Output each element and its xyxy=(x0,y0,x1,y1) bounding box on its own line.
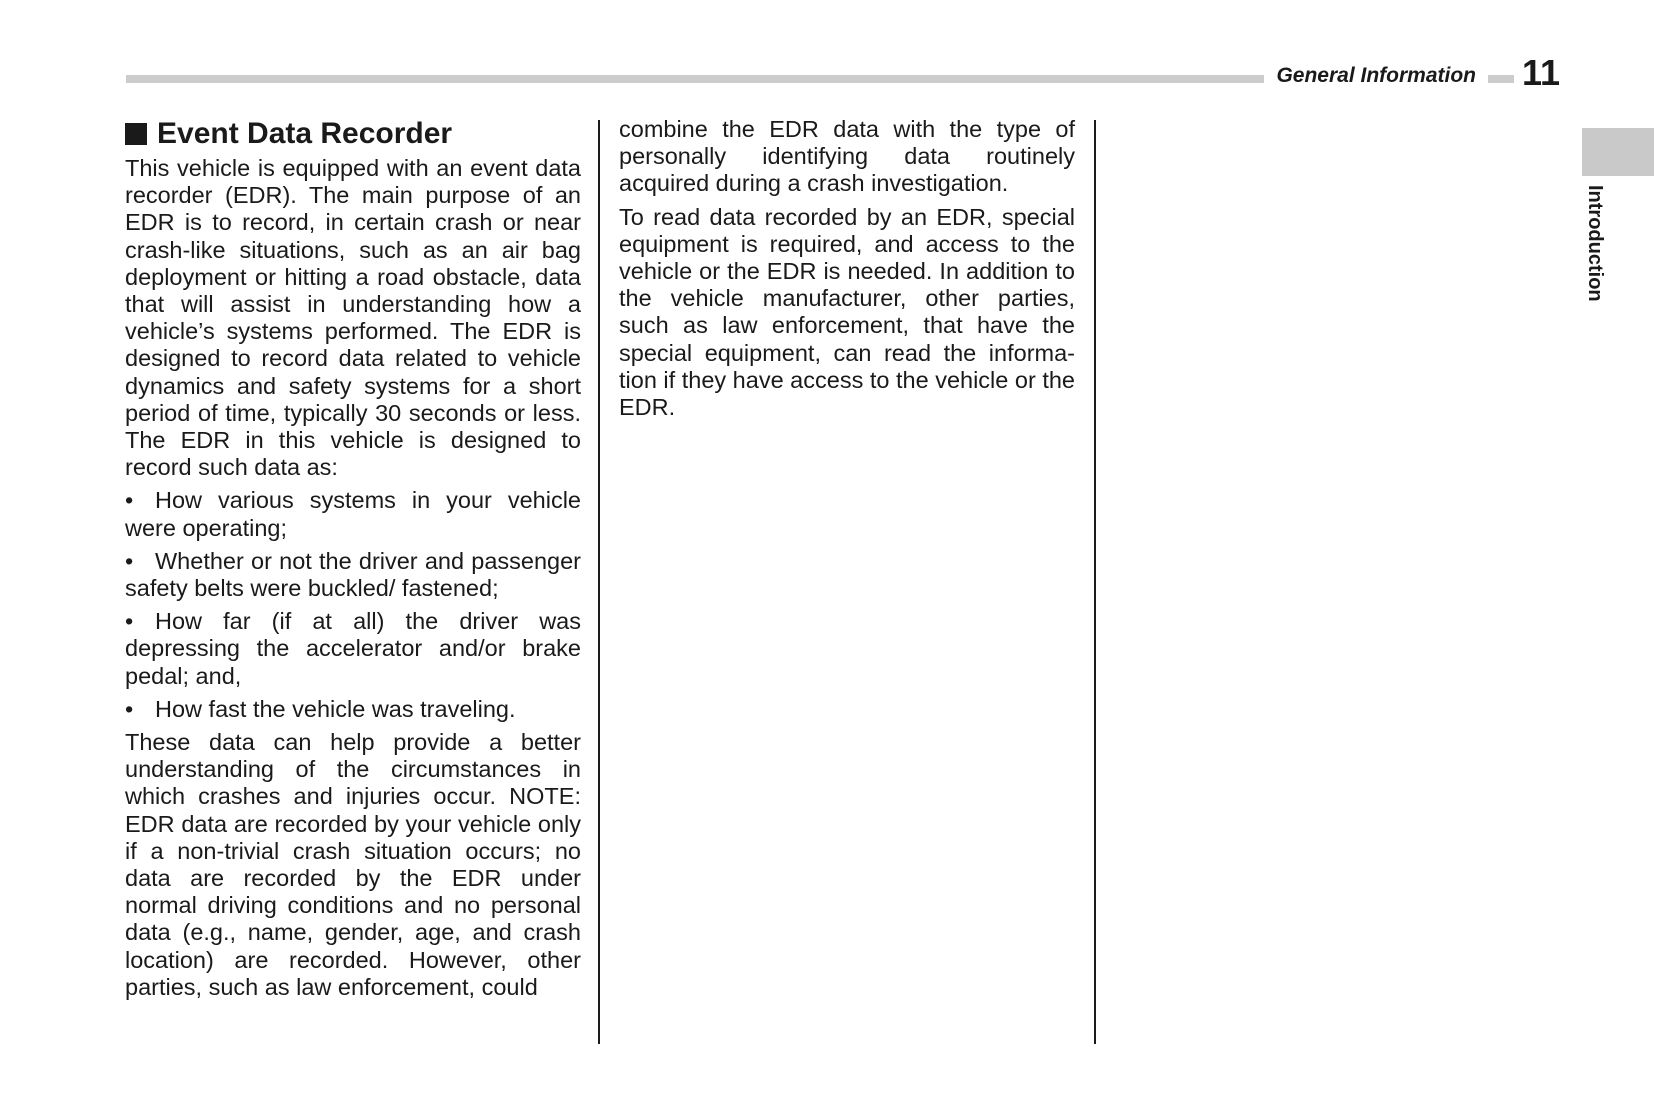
section-heading-text: Event Data Recorder xyxy=(157,117,453,150)
bullet-icon: • xyxy=(125,547,134,574)
bullet-icon: • xyxy=(125,487,134,514)
side-tab-label: Introduction xyxy=(1584,185,1606,302)
list-item xyxy=(125,696,581,723)
side-tab xyxy=(1582,128,1654,176)
bullet-icon: • xyxy=(125,608,134,635)
list-item xyxy=(125,548,581,602)
section-title: General Information xyxy=(1264,64,1488,88)
column-divider-right xyxy=(1094,120,1096,1044)
list-item xyxy=(125,608,581,690)
list-item-text: How fast the vehicle was traveling. xyxy=(155,695,516,722)
closing-paragraph: These data can help provide a better understanding of the circumstances in which crashes and injuries occur. NOTE: EDR data are recorded by your vehicle only if a non-trivial crash situation occurs; no data are recorded by the EDR under normal driving conditions and no personal data (e.g., name, gender, age, and crash location) are recorded. However, other parties, such as law enforcement, could xyxy=(125,729,581,1000)
bullet-icon: • xyxy=(125,695,134,722)
section-heading xyxy=(125,117,581,151)
list-item xyxy=(125,487,581,541)
page-number: 11 xyxy=(1514,52,1568,94)
list-item-text: Whether or not the driver and passenger safety belts were buckled/ fastened; xyxy=(125,547,581,602)
column-divider-left xyxy=(598,120,600,1044)
continuation-paragraph: combine the EDR data with the type of personally identifying data routinely acquired during a crash investigation. xyxy=(619,116,1075,197)
intro-paragraph: This vehicle is equipped with an event data recorder (EDR). The main purpose of an EDR is to record, in certain crash or near crash-like situations, such as an air bag deployment or hitting a road obstacle, data that will assist in understanding how a vehicle’s systems performed. The EDR is designed to record data related to vehicle dynamics and safety systems for a short period of time, typically 30 seconds or less. The EDR in this vehicle is designed to record such data as: xyxy=(125,155,581,481)
list-item-text: How various systems in your vehicle were operating; xyxy=(125,487,581,541)
read-data-paragraph: To read data recorded by an EDR, special equipment is required, and access to the vehicle or the EDR is needed. In addition to the vehicle manufacturer, other parties, such as law enforcement, that have the special equipment, can read the informa-tion if they have access to the vehicle or the EDR. xyxy=(619,203,1075,421)
square-bullet-icon xyxy=(125,123,147,145)
left-column xyxy=(125,117,581,1007)
list-item-text: How far (if at all) the driver was depressing the accelerator and/or brake pedal; and, xyxy=(125,608,581,689)
right-column xyxy=(619,116,1075,427)
